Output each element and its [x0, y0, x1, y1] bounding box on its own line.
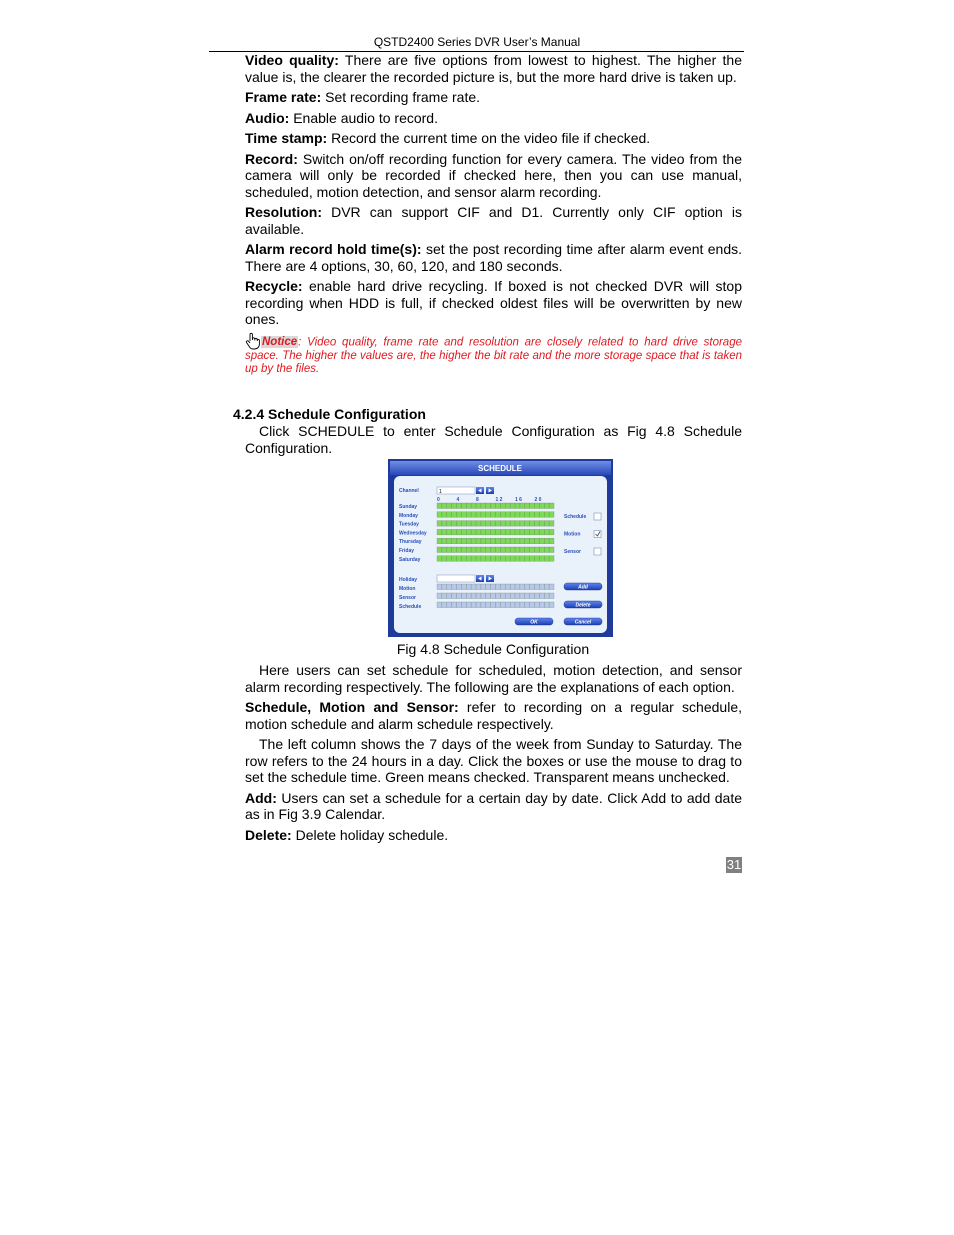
notice-paragraph	[245, 332, 742, 377]
paragraph	[245, 241, 742, 274]
channel-value: 1	[439, 489, 442, 495]
definition: Here users can set schedule for scheduled, motion detection, and sensor alarm recording respectively. The following are the explanations of each option.	[245, 662, 742, 695]
holiday-row-label: Motion	[399, 586, 416, 592]
notice-text: : Video quality, frame rate and resolution are closely related to hard drive storage space. The higher the values are, the higher the bit rate and the more storage space that is taken up by the files.	[245, 336, 742, 375]
lower-content	[245, 662, 742, 847]
figure-caption: Fig 4.8 Schedule Configuration	[396, 641, 590, 657]
term: Record:	[245, 150, 298, 167]
paragraph	[245, 699, 742, 732]
delete-button-label: Delete	[575, 602, 591, 609]
day-label: Thursday	[399, 539, 422, 546]
option-label: Schedule	[564, 514, 587, 520]
day-label: Saturday	[399, 556, 421, 563]
term: Add:	[245, 789, 277, 806]
definition: There are five options from lowest to highest. The higher the value is, the clearer the recorded picture is, but the more hard drive is taken up.	[245, 52, 742, 85]
lower-list	[245, 662, 742, 843]
definition: Users can set a schedule for a certain day by date. Click Add to add date as in Fig 3.9 Calendar.	[245, 789, 742, 822]
definition: enable hard drive recycling. If boxed is not checked DVR will stop recording when HDD is full, if checked oldest files will be overwritten by new ones.	[245, 278, 742, 327]
term: Audio:	[245, 109, 290, 126]
paragraph	[245, 662, 742, 695]
term: Resolution:	[245, 204, 322, 220]
paragraph	[245, 790, 742, 823]
holiday-row-label: Sensor	[399, 595, 416, 601]
hour-label: 1 2	[495, 497, 503, 503]
hour-label: 4	[456, 497, 460, 503]
term: Video quality:	[245, 52, 339, 68]
definition: The left column shows the 7 days of the week from Sunday to Saturday. The row refers to the 24 hours in a day. Click the boxes or use the mouse to drag to set the schedule time. Green means checked. Transparent means unchecked.	[245, 736, 742, 785]
definition: Set recording frame rate.	[321, 89, 481, 105]
running-header: QSTD2400 Series DVR User’s Manual	[373, 35, 581, 49]
section-intro-block	[245, 423, 742, 460]
hour-label: 8	[476, 497, 479, 503]
add-button-label: Add	[578, 584, 588, 591]
schedule-dialog	[388, 459, 613, 637]
channel-label: Channel	[399, 488, 419, 494]
option-label: Sensor	[564, 549, 581, 555]
hour-label: 2 0	[534, 497, 542, 503]
term: Frame rate:	[245, 89, 322, 105]
schedule-screenshot	[388, 459, 613, 637]
section-intro: Click SCHEDULE to enter Schedule Configuration as Fig 4.8 Schedule Configuration.	[245, 423, 742, 456]
holiday-row-label: Holiday	[399, 577, 418, 583]
option-label: Motion	[564, 531, 581, 538]
paragraph	[245, 52, 742, 85]
day-label: Sunday	[399, 504, 418, 510]
day-label: Wednesday	[399, 530, 427, 537]
pointing-hand-icon	[245, 332, 261, 350]
term: Recycle:	[245, 278, 303, 294]
term: Delete:	[245, 826, 292, 843]
definition: Delete holiday schedule.	[291, 826, 449, 843]
top-content	[245, 52, 742, 381]
definition-list	[245, 52, 742, 328]
channel-input[interactable]	[437, 487, 475, 494]
hour-label: 0	[437, 497, 440, 503]
term: Alarm record hold time(s):	[245, 241, 422, 257]
term: Schedule, Motion and Sensor:	[245, 699, 459, 715]
day-label: Friday	[399, 548, 415, 554]
paragraph	[245, 827, 742, 844]
option-checkbox[interactable]	[594, 548, 601, 555]
paragraph	[245, 204, 742, 237]
term: Time stamp:	[245, 130, 328, 146]
hour-label: 1 6	[515, 497, 522, 503]
ok-button-label: OK	[530, 619, 538, 626]
paragraph	[245, 110, 742, 127]
day-label: Monday	[399, 512, 418, 519]
definition: Switch on/off recording function for every camera. The video from the camera will only be recorded if checked here, then you can use manual, scheduled, motion detection, and sensor alarm recording.	[245, 150, 742, 200]
paragraph	[245, 278, 742, 328]
paragraph	[245, 151, 742, 201]
cancel-button-label: Cancel	[574, 619, 592, 626]
section-heading: 4.2.4 Schedule Configuration	[233, 406, 426, 422]
day-label: Tuesday	[399, 521, 419, 528]
dialog-title: SCHEDULE	[477, 464, 523, 473]
holiday-row-label: Schedule	[399, 604, 422, 610]
holiday-date-input[interactable]	[437, 575, 475, 582]
definition: refer to recording on a regular schedule, motion schedule and alarm schedule respectively.	[245, 699, 742, 732]
notice-label: Notice	[262, 336, 298, 348]
page-number: 31	[726, 857, 742, 872]
definition: DVR can support CIF and D1. Currently only CIF option is available.	[245, 204, 742, 237]
paragraph	[245, 736, 742, 786]
paragraph	[245, 89, 742, 106]
paragraph	[245, 130, 742, 147]
definition: Enable audio to record.	[289, 109, 438, 126]
option-checkbox[interactable]	[594, 513, 601, 520]
definition: Record the current time on the video file if checked.	[327, 130, 651, 146]
definition: set the post recording time after alarm event ends. There are 4 options, 30, 60, 120, and 180 seconds.	[245, 241, 743, 274]
